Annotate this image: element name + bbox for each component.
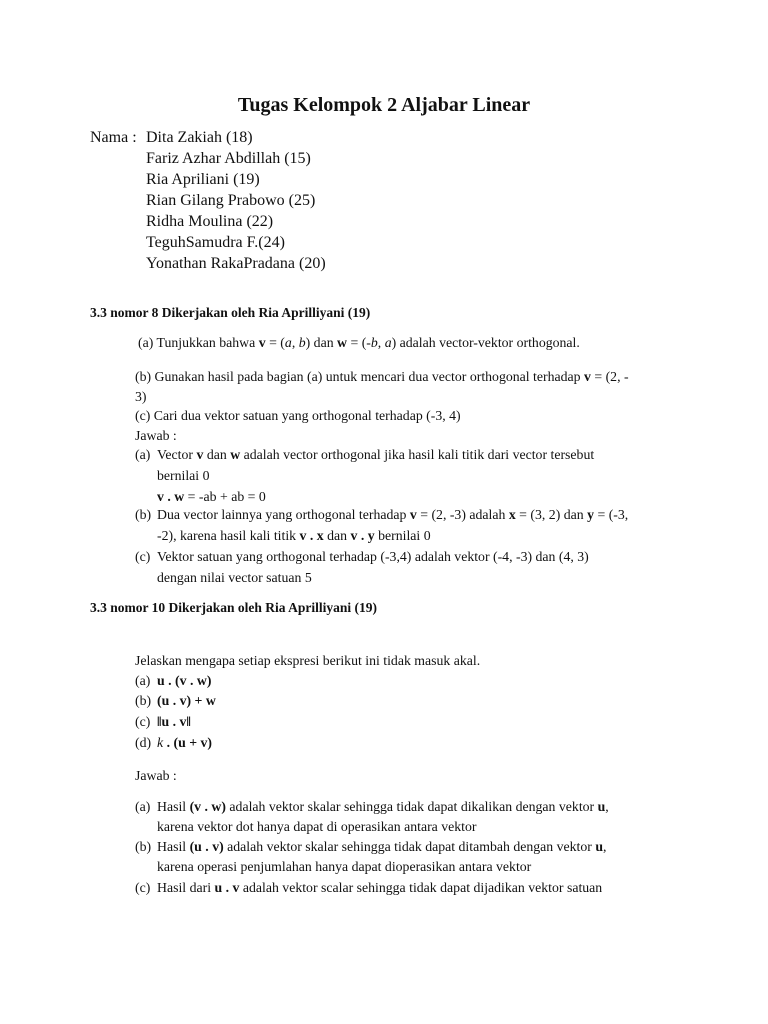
member-list <box>90 127 326 274</box>
s2-intro: Jelaskan mengapa setiap ekspresi berikut ini tidak masuk akal. <box>135 653 481 668</box>
section1-heading: 3.3 nomor 8 Dikerjakan oleh Ria Aprilliyani (19) <box>90 305 371 320</box>
s2-question-d: (d) k . (u + v) <box>135 735 212 750</box>
member-name: TeguhSamudra F.(24) <box>146 234 285 251</box>
document-title: Tugas Kelompok 2 Aljabar Linear <box>237 94 531 116</box>
member-name: Rian Gilang Prabowo (25) <box>146 192 316 209</box>
member-row <box>90 127 326 148</box>
s1-answer-b-cont: -2), karena hasil kali titik v . x dan v . y bernilai 0 <box>157 528 431 543</box>
member-row <box>90 169 326 190</box>
s1-question-b-cont: 3) <box>135 389 147 404</box>
section2-heading: 3.3 nomor 10 Dikerjakan oleh Ria Aprilliyani (19) <box>90 600 378 615</box>
member-row <box>90 190 326 211</box>
s2-answer-c: (c) Hasil dari u . v adalah vektor scalar sehingga tidak dapat dijadikan vektor satuan <box>135 880 603 895</box>
s2-answer-b: (b) Hasil (u . v) adalah vektor skalar sehingga tidak dapat ditambah dengan vektor u, <box>135 839 607 854</box>
member-row <box>90 232 326 253</box>
s1-question-c: (c) Cari dua vektor satuan yang orthogonal terhadap (-3, 4) <box>135 408 461 423</box>
s1-answer-c: (c) Vektor satuan yang orthogonal terhadap (-3,4) adalah vektor (-4, -3) dan (4, 3) <box>135 549 589 564</box>
s2-question-b: (b) (u . v) + w <box>135 693 216 708</box>
member-row <box>90 148 326 169</box>
s1-answer-c-cont: dengan nilai vector satuan 5 <box>157 570 312 585</box>
s1-answer-a: (a) Vector v dan w adalah vector orthogonal jika hasil kali titik dari vector tersebut <box>135 447 595 462</box>
member-name: Yonathan RakaPradana (20) <box>146 255 326 272</box>
s2-question-c: (c) ‖u . v‖ <box>135 714 191 729</box>
s1-answer-a-formula: v . w = -ab + ab = 0 <box>157 489 266 504</box>
member-name: Dita Zakiah (18) <box>146 129 253 146</box>
member-row <box>90 253 326 274</box>
s2-answer-a-cont: karena vektor dot hanya dapat di operasikan antara vektor <box>157 819 477 834</box>
s1-question-a: (a) Tunjukkan bahwa v = (a, b) dan w = (-b, a) adalah vector-vektor orthogonal. <box>138 335 580 350</box>
s1-jawab: Jawab : <box>135 428 177 443</box>
member-name: Ria Apriliani (19) <box>146 171 260 188</box>
member-row <box>90 211 326 232</box>
s1-question-b: (b) Gunakan hasil pada bagian (a) untuk mencari dua vector orthogonal terhadap v = (2, - <box>135 369 629 384</box>
s2-jawab: Jawab : <box>135 768 177 783</box>
member-name: Ridha Moulina (22) <box>146 213 274 230</box>
s1-answer-a-cont: bernilai 0 <box>157 468 210 483</box>
member-name: Fariz Azhar Abdillah (15) <box>146 150 311 167</box>
s1-answer-b: (b) Dua vector lainnya yang orthogonal terhadap v = (2, -3) adalah x = (3, 2) dan y = (-3, <box>135 507 629 522</box>
s2-question-a: (a) u . (v . w) <box>135 673 212 688</box>
s2-answer-a: (a) Hasil (v . w) adalah vektor skalar sehingga tidak dapat dikalikan dengan vektor u, <box>135 799 609 814</box>
nama-label: Nama : <box>90 129 137 146</box>
s2-answer-b-cont: karena operasi penjumlahan hanya dapat dioperasikan antara vektor <box>157 859 532 874</box>
